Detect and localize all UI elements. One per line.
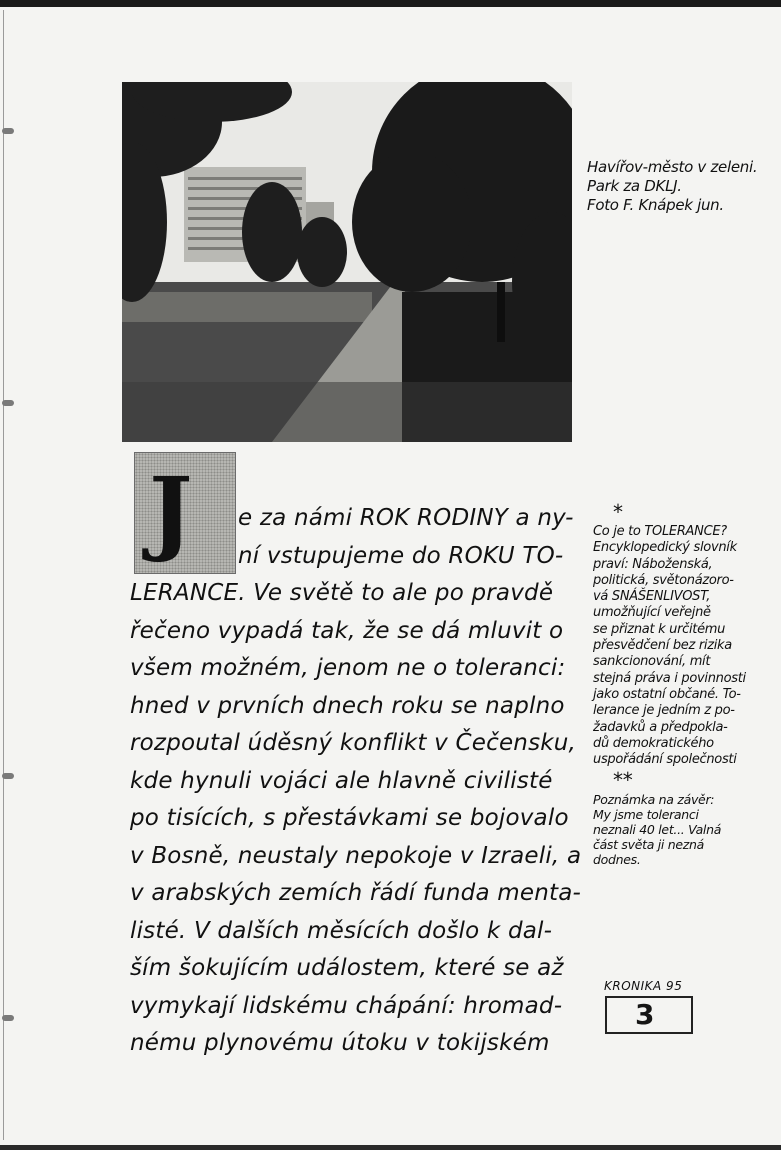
- main-text: [130, 500, 600, 1063]
- kronika-label: KRONIKA 95: [604, 979, 683, 993]
- side-notes: [593, 500, 781, 867]
- text-line: po tisících, s přestávkami se bojovalo: [130, 805, 569, 831]
- note-line: dodnes.: [593, 852, 641, 868]
- note-line: uspořádání společnosti: [593, 752, 737, 768]
- text-line: všem možném, jenom ne o toleranci:: [130, 655, 566, 681]
- park-photo: [122, 82, 572, 442]
- page-number: 3: [605, 996, 693, 1034]
- text-line: ní vstupujeme do ROKU TO-: [238, 542, 564, 569]
- note-line: žadavků a předpokla-: [593, 719, 728, 735]
- text-line: rozpoutal úděsný konflikt v Čečensku,: [130, 730, 577, 756]
- note-line: praví: Náboženská,: [593, 556, 713, 572]
- note-line: Co je to TOLERANCE?: [593, 524, 727, 539]
- note-line: sankcionování, mít: [593, 654, 711, 670]
- photo-tree-trunk: [497, 282, 505, 342]
- text-line: řečeno vypadá tak, že se dá mluvit o: [130, 617, 564, 644]
- page-top-edge: [0, 0, 781, 7]
- caption-line: Foto F. Knápek jun.: [587, 196, 724, 214]
- photo-caption: [587, 158, 777, 215]
- page-bottom-edge: [0, 1145, 781, 1150]
- photo-foreground: [122, 382, 572, 442]
- binding-ring-icon: [2, 773, 14, 779]
- text-line: listé. V dalších měsících došlo k dal-: [130, 917, 553, 944]
- photo-lawn: [122, 292, 372, 322]
- asterisk-icon: *: [613, 500, 623, 524]
- text-line: ším šokujícím událostem, které se až: [130, 955, 564, 981]
- note-line: přesvědčení bez rizika: [593, 638, 732, 654]
- binding-ring-icon: [2, 400, 14, 406]
- drop-cap-letter: J: [149, 457, 193, 565]
- note-line: lerance je jedním z po-: [593, 703, 735, 719]
- note-line: dů demokratického: [593, 735, 714, 751]
- text-line: v Bosně, neustaly nepokoje v Izraeli, a: [130, 842, 582, 869]
- text-line: vymykají lidskému chápání: hromad-: [130, 992, 563, 1019]
- double-asterisk-icon: **: [613, 768, 633, 793]
- note-line: umožňující veřejně: [593, 605, 711, 621]
- binding-spine: [3, 10, 4, 1140]
- caption-line: Park za DKLJ.: [587, 177, 682, 195]
- binding-ring-icon: [2, 128, 14, 134]
- text-line: e za námi ROK RODINY a ny-: [238, 505, 574, 531]
- note-line: Poznámka na závěr:: [593, 792, 715, 808]
- binding-ring-icon: [2, 1015, 14, 1021]
- note-line: vá SNÁŠENLIVOST,: [593, 589, 711, 605]
- text-line: kde hynuli vojáci ale hlavně civilisté: [130, 767, 553, 794]
- note-line: My jsme toleranci: [593, 807, 699, 823]
- note-line: část světa ji nezná: [593, 837, 705, 853]
- text-line: hned v prvních dnech roku se naplno: [130, 692, 565, 719]
- note-line: neznali 40 let... Valná: [593, 822, 722, 838]
- text-line: nému plynovému útoku v tokijském: [130, 1030, 550, 1056]
- text-line: v arabských zemích řádí funda menta-: [130, 880, 582, 906]
- park-photo-icon: [122, 82, 572, 442]
- note-line: Encyklopedický slovník: [593, 540, 737, 556]
- note-line: jako ostatní občané. To-: [593, 686, 741, 702]
- note-line: se přiznat k určitému: [593, 621, 726, 637]
- caption-line: Havířov-město v zeleni.: [587, 158, 758, 176]
- text-line: LERANCE. Ve světě to ale po pravdě: [130, 580, 554, 606]
- note-line: politická, světonázoro-: [593, 572, 734, 588]
- note-line: stejná práva i povinnosti: [593, 670, 746, 686]
